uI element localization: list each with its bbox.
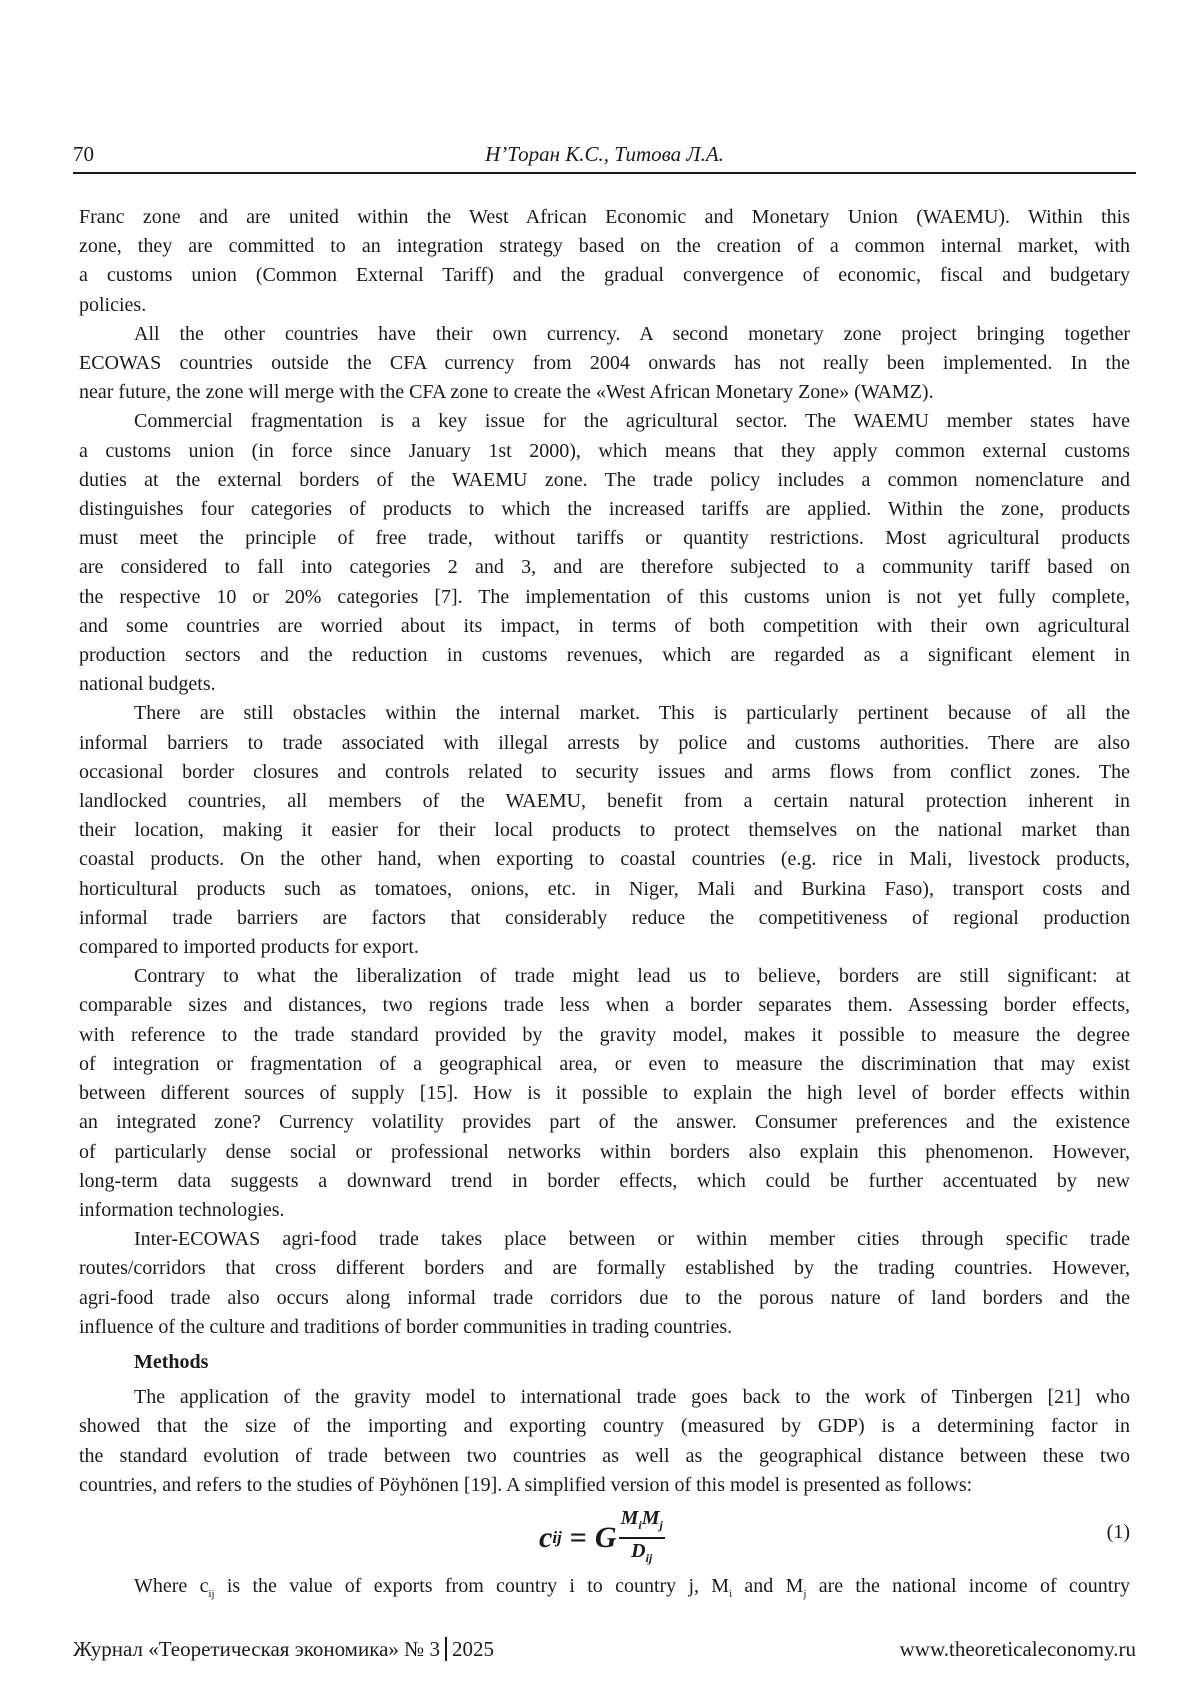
equation-1 bbox=[79, 1500, 1130, 1565]
text-line: Commercial fragmentation is a key issue for the agricultural sector. The WAEMU member states have bbox=[134, 410, 1130, 433]
where-t4: are the national income of country bbox=[806, 1574, 1130, 1597]
text-line: landlocked countries, all members of the WAEMU, benefit from a certain natural protection inherent in bbox=[79, 790, 1130, 813]
text-line: information technologies. bbox=[79, 1198, 285, 1221]
text-line: a customs union (in force since January 1st 2000), which means that they apply common external customs bbox=[79, 439, 1130, 462]
running-head-authors: Н’Торан К.С., Титова Л.А. bbox=[485, 142, 724, 166]
text-line: The application of the gravity model to international trade goes back to the work of Tinbergen [21] who bbox=[134, 1386, 1130, 1409]
text-line: compared to imported products for export. bbox=[79, 936, 419, 959]
text-line: between different sources of supply [15]. How is it possible to explain the high level of border effects within bbox=[79, 1082, 1130, 1105]
text-line: near future, the zone will merge with the CFA zone to create the «West African Monetary Zone» (WAMZ). bbox=[79, 381, 934, 404]
journal-year: 2025 bbox=[451, 1637, 494, 1661]
text-line: showed that the size of the importing and exporting country (measured by GDP) is a determining factor in bbox=[79, 1415, 1130, 1438]
formula-denominator bbox=[631, 1539, 652, 1570]
text-line: distinguishes four categories of products to which the increased tariffs are applied. Within the zone, products bbox=[79, 498, 1130, 521]
text-line: a customs union (Common External Tariff) and the gradual convergence of economic, fiscal and budgetary bbox=[79, 264, 1130, 287]
den-d: D bbox=[631, 1539, 646, 1562]
text-line: national budgets. bbox=[79, 673, 216, 696]
text-line: duties at the external borders of the WAEMU zone. The trade policy includes a common nomenclature and bbox=[79, 468, 1130, 491]
where-t3: and M bbox=[732, 1574, 804, 1597]
paragraphs bbox=[79, 203, 1130, 1342]
text-line: must meet the principle of free trade, without tariffs or quantity restrictions. Most agricultural products bbox=[79, 527, 1130, 550]
paragraph bbox=[79, 699, 1130, 962]
where-t2: is the value of exports from country i to country j, M bbox=[214, 1574, 730, 1597]
text-line: an integrated zone? Currency volatility provides part of the answer. Consumer preferences and the existence bbox=[79, 1111, 1130, 1134]
text-line: of particularly dense social or professional networks within borders also explain this phenomenon. However, bbox=[79, 1140, 1130, 1163]
num-m2: M bbox=[641, 1506, 660, 1529]
text-line: influence of the culture and traditions of border communities in trading countries. bbox=[79, 1315, 733, 1338]
text-line: Contrary to what the liberalization of trade might lead us to believe, borders are still significant: at bbox=[134, 965, 1130, 988]
paragraph bbox=[79, 962, 1130, 1225]
page-number: 70 bbox=[73, 142, 94, 166]
journal-name: Журнал «Теоретическая экономика» № 3 bbox=[73, 1637, 440, 1661]
text-line: All the other countries have their own currency. A second monetary zone project bringing together bbox=[134, 322, 1130, 345]
text-line: zone, they are committed to an integration strategy based on the creation of a common internal market, with bbox=[79, 235, 1130, 258]
formula-g: G bbox=[594, 1521, 617, 1555]
where-line bbox=[79, 1572, 1130, 1609]
paragraph bbox=[79, 1383, 1130, 1500]
num-m2-sub: j bbox=[659, 1517, 663, 1532]
paragraph bbox=[79, 203, 1130, 320]
text-line: countries, and refers to the studies of Pöyhönen [19]. A simplified version of this model is presented as follows: bbox=[79, 1473, 973, 1496]
formula-lhs-sub: ij bbox=[552, 1528, 562, 1548]
paragraph bbox=[79, 407, 1130, 699]
text-line: informal barriers to trade associated with illegal arrests by police and customs authorities. There are also bbox=[79, 731, 1130, 754]
text-line: their location, making it easier for their local products to protect themselves on the national market than bbox=[79, 819, 1130, 842]
den-d-sub: ij bbox=[645, 1550, 653, 1565]
equation-number: (1) bbox=[1106, 1520, 1130, 1543]
where-s1: ij bbox=[208, 1587, 215, 1600]
text-line: Inter-ECOWAS agri-food trade takes place between or within member cities through specific trade bbox=[134, 1228, 1130, 1251]
journal-url[interactable]: www.theoreticaleconomy.ru bbox=[899, 1637, 1136, 1661]
text-line: ECOWAS countries outside the CFA currency from 2004 onwards has not really been implemented. In the bbox=[79, 352, 1130, 375]
text-line: the standard evolution of trade between two countries as well as the geographical distance between these two bbox=[79, 1444, 1130, 1467]
text-line: There are still obstacles within the internal market. This is particularly pertinent because of all the bbox=[134, 702, 1130, 725]
where-t1: Where c bbox=[134, 1574, 209, 1597]
text-line: policies. bbox=[79, 293, 147, 316]
num-m1-sub: i bbox=[638, 1517, 642, 1532]
formula-equals: = bbox=[569, 1521, 587, 1555]
text-line: are considered to fall into categories 2 and 3, and are therefore subjected to a community tariff based on bbox=[79, 556, 1130, 579]
body-text bbox=[79, 203, 1130, 1609]
text-line: Franc zone and are united within the West African Economic and Monetary Union (WAEMU). Within this bbox=[79, 206, 1130, 228]
text-line: with reference to the trade standard provided by the gravity model, makes it possible to measure the degree bbox=[79, 1023, 1130, 1046]
text-line: production sectors and the reduction in customs revenues, which are regarded as a significant element in bbox=[79, 644, 1130, 667]
where-s3: j bbox=[803, 1587, 807, 1600]
text-line: agri-food trade also occurs along informal trade corridors due to the porous nature of land borders and the bbox=[79, 1286, 1130, 1309]
gravity-formula bbox=[539, 1506, 665, 1570]
where-s2: i bbox=[729, 1587, 733, 1600]
text-line: routes/corridors that cross different borders and are formally established by the trading countries. However, bbox=[79, 1257, 1130, 1280]
footer-separator bbox=[445, 1637, 447, 1661]
formula-numerator bbox=[619, 1506, 665, 1539]
formula-fraction bbox=[619, 1506, 665, 1570]
text-line: the respective 10 or 20% categories [7]. The implementation of this customs union is not yet fully complete, bbox=[79, 585, 1130, 608]
methods-paragraph bbox=[79, 1383, 1130, 1500]
text-line: and some countries are worried about its impact, in terms of both competition with their own agricultural bbox=[79, 614, 1130, 637]
text-line: comparable sizes and distances, two regions trade less when a border separates them. Assessing border effects, bbox=[79, 994, 1130, 1017]
section-heading-methods: Methods bbox=[134, 1350, 209, 1373]
text-line: long-term data suggests a downward trend in border effects, which could be further accentuated by new bbox=[79, 1169, 1130, 1192]
text-line: of integration or fragmentation of a geographical area, or even to measure the discrimination that may exist bbox=[79, 1052, 1130, 1075]
paragraph bbox=[79, 1225, 1130, 1342]
text-line: occasional border closures and controls related to security issues and arms flows from conflict zones. The bbox=[79, 760, 1130, 783]
text-line: informal trade barriers are factors that considerably reduce the competitiveness of regional production bbox=[79, 906, 1130, 929]
page-header bbox=[73, 140, 1136, 174]
text-line: coastal products. On the other hand, when exporting to coastal countries (e.g. rice in Mali, livestock products, bbox=[79, 848, 1130, 871]
num-m1: M bbox=[620, 1506, 639, 1529]
journal-info bbox=[73, 1637, 494, 1662]
paragraph bbox=[79, 320, 1130, 408]
formula-lhs: c bbox=[539, 1521, 553, 1555]
text-line: horticultural products such as tomatoes, onions, etc. in Niger, Mali and Burkina Faso), transport costs and bbox=[79, 877, 1130, 900]
